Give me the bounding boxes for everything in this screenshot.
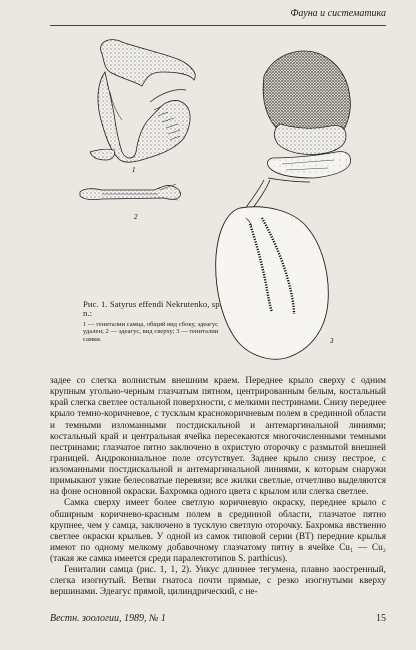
- page-number: 15: [376, 613, 386, 624]
- figure-caption: [83, 300, 233, 343]
- section-title: Фауна и систематика: [290, 8, 386, 19]
- aedeagus-drawing: [80, 184, 181, 200]
- footer-journal-title: Вестн. зоологии, 1989, № 1: [50, 613, 166, 624]
- female-genitalia-drawing: [216, 51, 351, 359]
- figure-label-3: 3: [330, 337, 334, 345]
- article-text: [50, 376, 386, 599]
- figure-label-1: 1: [132, 166, 136, 174]
- male-genitalia-drawing: [90, 40, 195, 163]
- figure-label-2: 2: [134, 213, 138, 221]
- caption-title: Рис. 1. Satyrus effendi Nekrutenko, sp. n.:: [83, 299, 222, 319]
- paragraph: задее со слегка волнистым внешним краем. Переднее крыло сверху с одним крупным угольно-черным глазчатым пятном, центрированным белым, костальный край слегка светлее остальной поверхности, с мелкими пестринами. Снизу переднее крыло темно-коричневое, с тусклым краснокоричневым полем в срединной области и темными изломанными постдискальной и антемаргинальной линиями; костальный край и центральная ячейка пересекаются многочисленными темными пестринами; глазчатое пятно заключено в охристую оторочку с размытой внешней границей. Андрокониальное поле отсутствует. Заднее крыло снизу пестрое, с изломанными постдискальной и антемаргинальной линиями, к которым снаружи примыкают узкие белесоватые перевязи; все жилки светлые, отчетливо выделяются на фоне основной окраски. Бахромка одного цвета с крылом или слегка светлее.: [50, 376, 386, 498]
- figure-1: [50, 32, 386, 370]
- paragraph: Гениталии самца (рис. 1, 1, 2). Ункус длиннее тегумена, плавно заостренный, слегка изогнутый. Ветви гнатоса почти прямые, с резко изогнутыми кверху вершинами. Эдеагус прямой, цилиндрический, с не-: [50, 565, 386, 598]
- caption-legend: 1 — гениталии самца, общий вид сбоку, эдеагус удален; 2 — эдеагус, вид сверху; 3 — гениталии самки.: [83, 320, 219, 343]
- running-header: [50, 8, 386, 26]
- paragraph: Самка сверху имеет более светлую коричневую окраску, переднее крыло с обширным коричнево-красным полем в срединной области, глазчатое пятно крупнее, чем у самца, заключено в тусклую светлую оторочку. Бахромка явственно светлее окраски крыльев. У одной из самок типовой серии (ВТ) передние крылья имеют по одному мелкому добавочному глазчатому пятну в ячейке Cu₁ — Cu₂ (такая же самка имеется среди паралектотипов S. parthicus).: [50, 498, 386, 564]
